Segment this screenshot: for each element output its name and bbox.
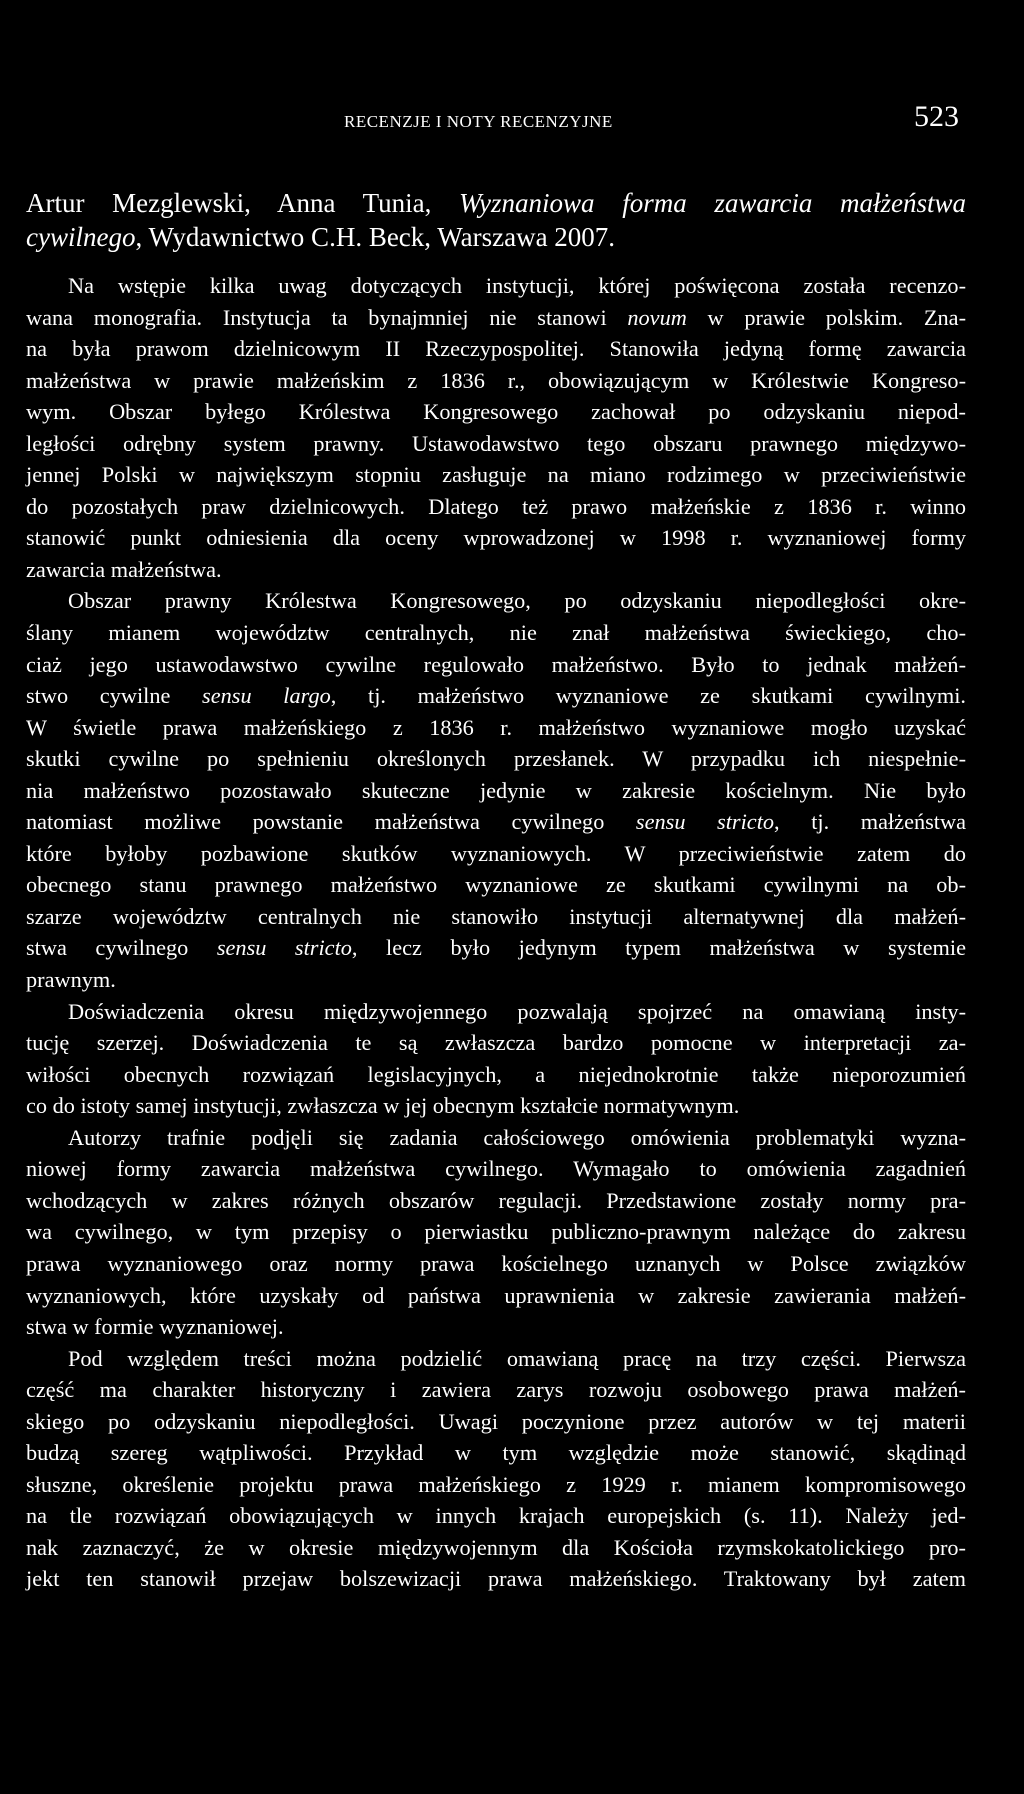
text-line: skiego po odzyskaniu niepodległości. Uwagi poczynione przez autorów w tej materii <box>26 1408 966 1434</box>
paragraph-5 <box>26 1343 966 1595</box>
text-line: wym. Obszar byłego Królestwa Kongresowego zachował po odzyskaniu niepod- <box>26 399 966 425</box>
text-line: prawnym. <box>26 967 116 993</box>
text-line: szarze województw centralnych nie stanowiło instytucji alternatywnej dla małżeń- <box>26 903 966 929</box>
running-header <box>0 100 1024 140</box>
text-line: ległości odrębny system prawny. Ustawodawstwo tego obszaru prawnego międzywo- <box>26 430 966 456</box>
text-line: Na wstępie kilka uwag dotyczących instytucji, której poświęcona została recenzo- <box>68 273 966 298</box>
paragraph-1 <box>26 270 966 585</box>
reviewed-book-citation <box>26 186 966 254</box>
running-title: RECENZJE I NOTY RECENZYJNE <box>344 112 613 131</box>
text-line: wchodzących w zakres różnych obszarów regulacji. Przedstawione zostały normy pra- <box>26 1187 966 1213</box>
text-line: jennej Polski w największym stopniu zasługuje na miano rodzimego w przeciwieństwie <box>26 462 966 488</box>
text-line: ślany mianem województw centralnych, nie znał małżeństwa świeckiego, cho- <box>26 620 966 646</box>
text-line: Obszar prawny Królestwa Kongresowego, po odzyskaniu niepodległości okre- <box>68 588 966 614</box>
text-line: małżeństwa w prawie małżeńskim z 1836 r., obowiązującym w Królestwie Kongreso- <box>26 367 966 393</box>
text-line: wa cywilnego, w tym przepisy o pierwiastku publiczno-prawnym należące do zakresu <box>26 1219 966 1245</box>
citation-line: Artur Mezglewski, Anna Tunia, Wyznaniowa forma zawarcia małżeństwa <box>26 188 966 218</box>
text-line: nak zaznaczyć, że w okresie międzywojennym dla Kościoła rzymskokatolickiego pro- <box>26 1534 966 1560</box>
text-line: stwa w formie wyznaniowej. <box>26 1314 284 1340</box>
text-line: które byłoby pozbawione skutków wyznaniowych. W przeciwieństwie zatem do <box>26 840 966 866</box>
text-line: wana monografia. Instytucja ta bynajmniej nie stanowi novum w prawie polskim. Zna- <box>26 304 966 330</box>
text-line: budzą szereg wątpliwości. Przykład w tym względzie może stanowić, skądinąd <box>26 1440 966 1466</box>
text-line: do pozostałych praw dzielnicowych. Dlatego też prawo małżeńskie z 1836 r. winno <box>26 493 966 519</box>
paragraph-3 <box>26 996 966 1122</box>
text-line: obecnego stanu prawnego małżeństwo wyznaniowe ze skutkami cywilnymi na ob- <box>26 872 966 898</box>
text-line: ciaż jego ustawodawstwo cywilne regulowało małżeństwo. Było to jednak małżeń- <box>26 651 966 677</box>
text-line: wyznaniowych, które uzyskały od państwa uprawnienia w zakresie zawierania małżeń- <box>26 1282 966 1308</box>
text-line: na tle rozwiązań obowiązujących w innych krajach europejskich (s. 11). Należy jed- <box>26 1503 966 1529</box>
text-line: W świetle prawa małżeńskiego z 1836 r. małżeństwo wyznaniowe mogło uzyskać <box>26 714 966 740</box>
text-line: na była prawom dzielnicowym II Rzeczypospolitej. Stanowiła jedyną formę zawarcia <box>26 336 966 362</box>
text-line: stanowić punkt odniesienia dla oceny wprowadzonej w 1998 r. wyznaniowej formy <box>26 525 966 551</box>
text-line: stwo cywilne sensu largo, tj. małżeństwo wyznaniowe ze skutkami cywilnymi. <box>26 683 966 709</box>
text-line: nia małżeństwo pozostawało skuteczne jedynie w zakresie kościelnym. Nie było <box>26 777 966 803</box>
text-line: Doświadczenia okresu międzywojennego pozwalają spojrzeć na omawianą insty- <box>68 998 966 1024</box>
page-number: 523 <box>914 100 959 133</box>
text-line: część ma charakter historyczny i zawiera zarys rozwoju osobowego prawa małżeń- <box>26 1377 966 1403</box>
text-line: jekt ten stanowił przejaw bolszewizacji prawa małżeńskiego. Traktowany był zatem <box>26 1566 966 1592</box>
text-line: Pod względem treści można podzielić omawianą pracę na trzy części. Pierwsza <box>68 1345 966 1371</box>
paragraph-4 <box>26 1122 966 1343</box>
text-line: niowej formy zawarcia małżeństwa cywilnego. Wymagało to omówienia zagadnień <box>26 1156 966 1182</box>
paragraph-2 <box>26 585 966 995</box>
text-line: stwa cywilnego sensu stricto, lecz było jedynym typem małżeństwa w systemie <box>26 935 966 961</box>
text-line: zawarcia małżeństwa. <box>26 556 222 582</box>
text-line: co do istoty samej instytucji, zwłaszcza w jej obecnym kształcie normatywnym. <box>26 1093 740 1119</box>
review-body <box>26 186 966 1595</box>
text-line: prawa wyznaniowego oraz normy prawa kościelnego uznanych w Polsce związków <box>26 1250 966 1276</box>
text-line: wiłości obecnych rozwiązań legislacyjnych, a niejednokrotnie także nieporozumień <box>26 1061 966 1087</box>
text-line: słuszne, określenie projektu prawa małżeńskiego z 1929 r. mianem kompromisowego <box>26 1471 966 1497</box>
text-line: tucję szerzej. Doświadczenia te są zwłaszcza bardzo pomocne w interpretacji za- <box>26 1030 966 1056</box>
text-line: natomiast możliwe powstanie małżeństwa cywilnego sensu stricto, tj. małżeństwa <box>26 809 966 835</box>
citation-line: cywilnego, Wydawnictwo C.H. Beck, Warszawa 2007. <box>26 222 616 252</box>
text-line: Autorzy trafnie podjęli się zadania całościowego omówienia problematyki wyzna- <box>68 1124 966 1150</box>
text-line: skutki cywilne po spełnieniu określonych przesłanek. W przypadku ich niespełnie- <box>26 746 966 772</box>
